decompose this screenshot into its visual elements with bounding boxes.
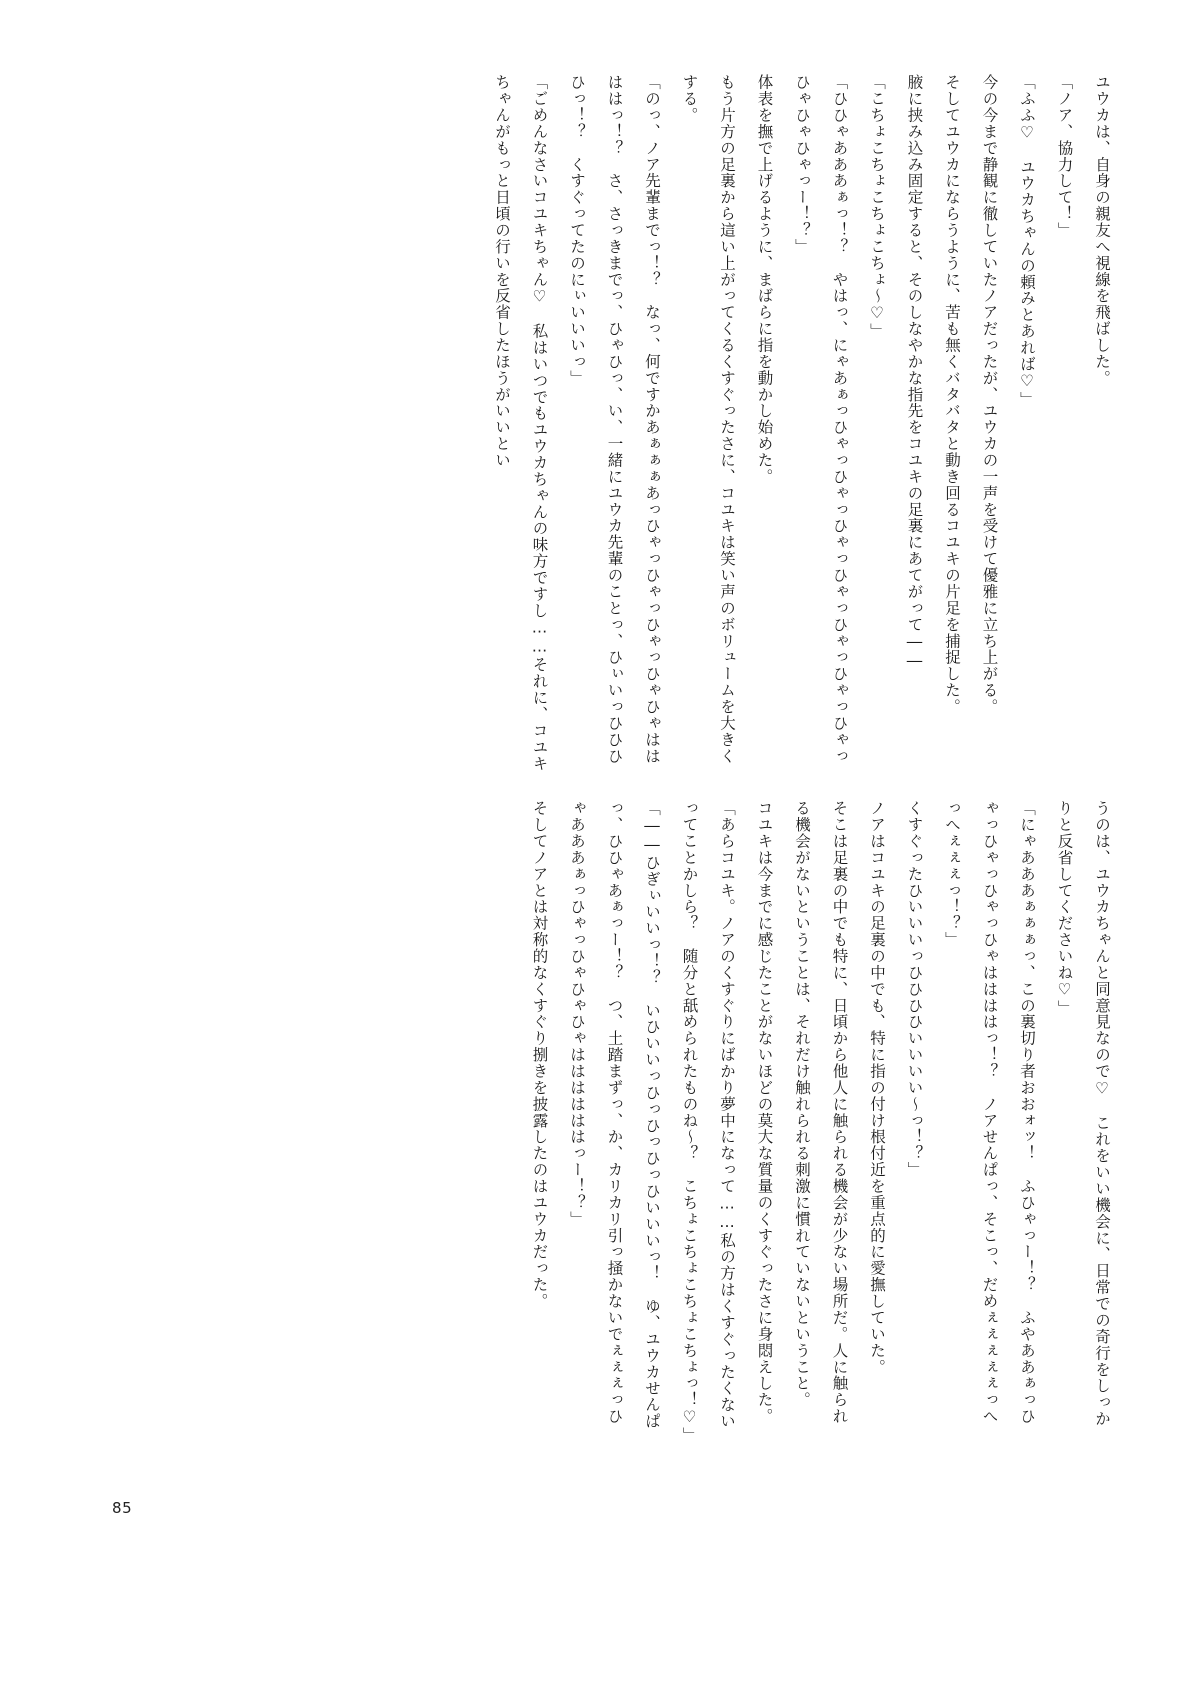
paragraph: ノアはコユキの足裏の中でも、特に指の付け根付近を重点的に愛撫していた。 (868, 800, 886, 1376)
paragraph: 「ふふ♡ ユウカちゃんの頼みとあれば♡」 (1018, 74, 1036, 408)
page-number: 85 (112, 1499, 133, 1517)
text-block-lower (80, 800, 1120, 1444)
paragraph: コユキは今までに感じたことがないほどの莫大な質量のくすぐったさに身悶えした。 (755, 800, 774, 1425)
paragraph: そしてノアとは対称的なくすぐり捌きを披露したのはユウカだった。 (530, 800, 549, 1310)
text-block-upper (80, 74, 1120, 774)
paragraph: 「ノア、協力して！」 (1055, 74, 1074, 239)
paragraph: そしてユウカにならうように、苦も無くバタバタと動き回るコユキの片足を捕捉した。 (943, 74, 961, 715)
paragraph: 今の今まで静観に徹していたノアだったが、ユウカの一声を受けて優雅に立ち上がる。 (980, 74, 999, 715)
paragraph: 体表を撫で上げるように、まばらに指を動かし始めた。 (755, 74, 774, 485)
paragraph: 「こちょこちょこちょこちょ～♡」 (868, 74, 886, 340)
paragraph: くすぐったひいいいっひひひひいいいい～っ！？」 (905, 800, 924, 1178)
paragraph: 「ひひゃあああぁっ！？ やはっ、にゃあぁっひゃっひゃっひゃっひゃっひゃっひゃっひゃっひゃひゃひゃっー！？」 (793, 74, 849, 765)
paragraph: そこは足裏の中でも特に、日頃から他人に触られる機会が少ない場所だ。人に触られる機会がないということは、それだけ触れられる刺激に慣れていないということ。 (793, 800, 849, 1425)
paragraph: 「ごめんなさいコユキちゃん♡ 私はいつでもユウカちゃんの味方ですし……それに、コユキちゃんがもっと日頃の行いを反省したほうがいいとい (493, 74, 549, 772)
paragraph: 「あらコユキ。ノアのくすぐりにばかり夢中になって……私の方はくすぐったくないってことかしら？ 随分と舐められたものね～？ こちょこちょこちょこちょっ！♡」 (680, 800, 736, 1444)
paragraph: ユウカは、自身の親友へ視線を飛ばした。 (1093, 74, 1111, 387)
paragraph: うのは、ユウカちゃんと同意見なので♡ これをいい機会に、日常での奇行をしっかりと反省してくださいね♡」 (1055, 800, 1111, 1427)
paragraph: もう片方の足裏から這い上がってくるくすぐったさに、コユキは笑い声のボリュームを大きくする。 (680, 74, 736, 765)
paragraph: 「――ひぎぃいいっ！？ いひいいっひっひっひっひいいいっ！ ゆ、ユウカせんぱっ、ひひゃあぁっー！？ つ、土踏まずっ、か、カリカリ引っ掻かないでぇぇぇっひゃあああぁっひゃっひゃひゃひゃははははははっー！？」 (568, 800, 661, 1430)
paragraph: 腋に挟み込み固定すると、そのしなやかな指先をコユキの足裏にあてがって―― (905, 74, 924, 671)
paragraph: 「のっ、ノア先輩までっ！？ なっ、何ですかあぁぁぁあっひゃっひゃっひゃっひゃひゃははははっ！？ さ、さっきまでっ、ひゃひっ、い、一緒にユウカ先輩のことっ、ひぃいっひひひひっ！？ くすぐってたのにぃいいいっ」 (568, 74, 661, 765)
paragraph: 「にゃあああぁぁぁっ、この裏切り者おおォッ！ ふひゃっー！？ ふやああぁっひゃっひゃっひゃっひゃははははっ！？ ノアせんぱっ、そこっ、だめぇぇぇぇぇっへっへぇぇぇっ！？」 (943, 800, 1036, 1425)
